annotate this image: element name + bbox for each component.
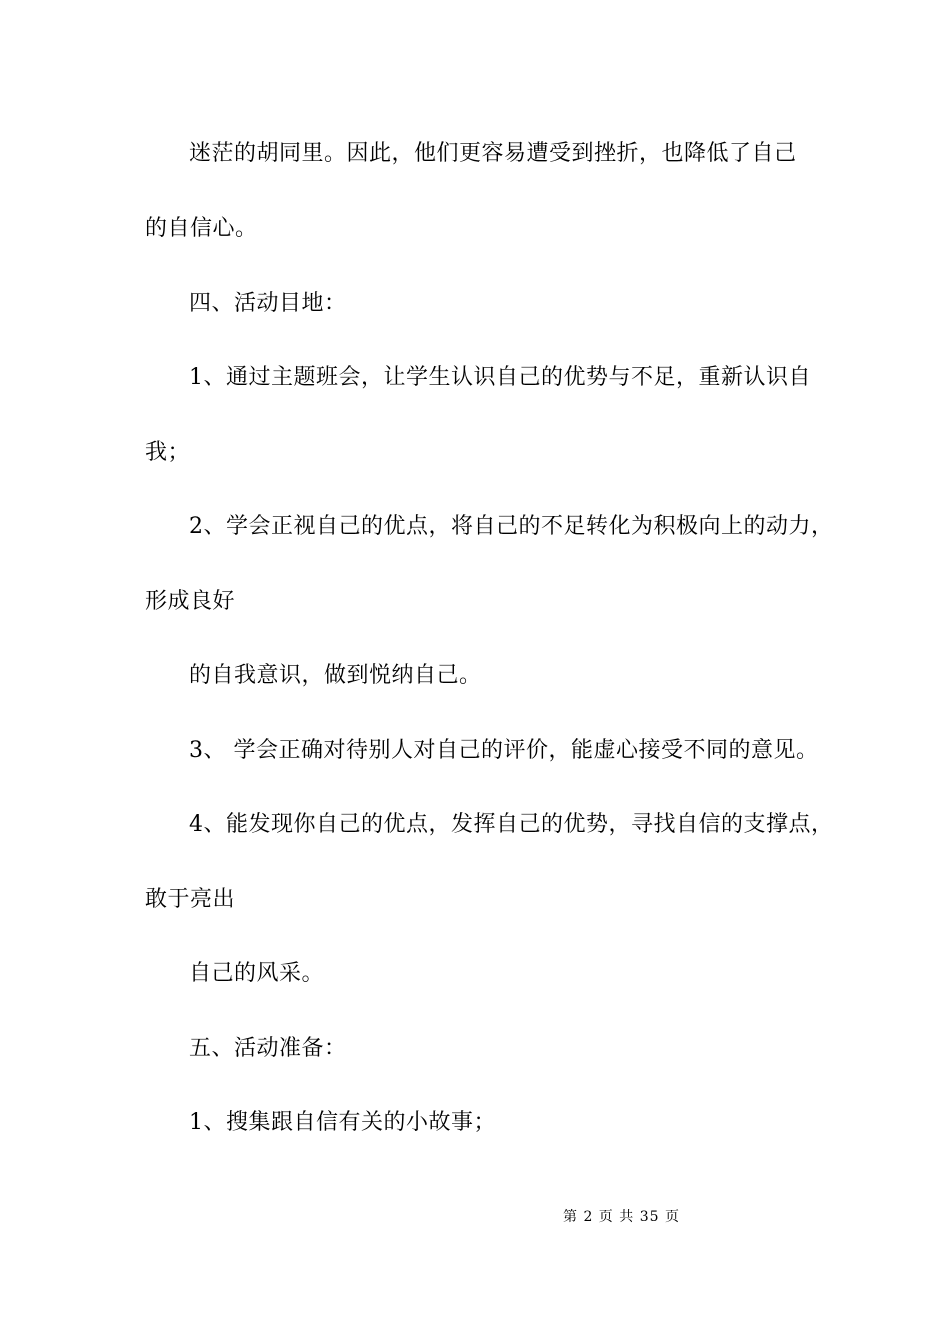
page-number-footer: 第 2 页 共 35 页 [563,1209,680,1225]
section-heading: 五、活动准备： [189,1036,347,1061]
section-heading: 四、活动目地： [189,291,347,316]
text-line: 的自我意识，做到悦纳自己。 [189,663,482,688]
text-line: 迷茫的胡同里。因此，他们更容易遭受到挫折，也降低了自己 [189,141,797,166]
text-line: 敢于亮出 [145,887,236,912]
text-line: 形成良好 [145,589,236,614]
text-line: 的自信心。 [145,216,258,241]
text-line: 自己的风采。 [189,961,325,986]
text-line: 2、学会正视自己的优点，将自己的不足转化为积极向上的动力， [189,514,834,539]
text-line: 4、能发现你自己的优点，发挥自己的优势，寻找自信的支撑点， [189,812,834,837]
text-line: 我； [145,440,191,465]
text-line: 1、通过主题班会，让学生认识自己的优势与不足，重新认识自 [189,365,811,390]
text-line: 1、搜集跟自信有关的小故事； [189,1110,496,1135]
text-line: 3、 学会正确对待别人对自己的评价，能虚心接受不同的意见。 [189,738,819,763]
